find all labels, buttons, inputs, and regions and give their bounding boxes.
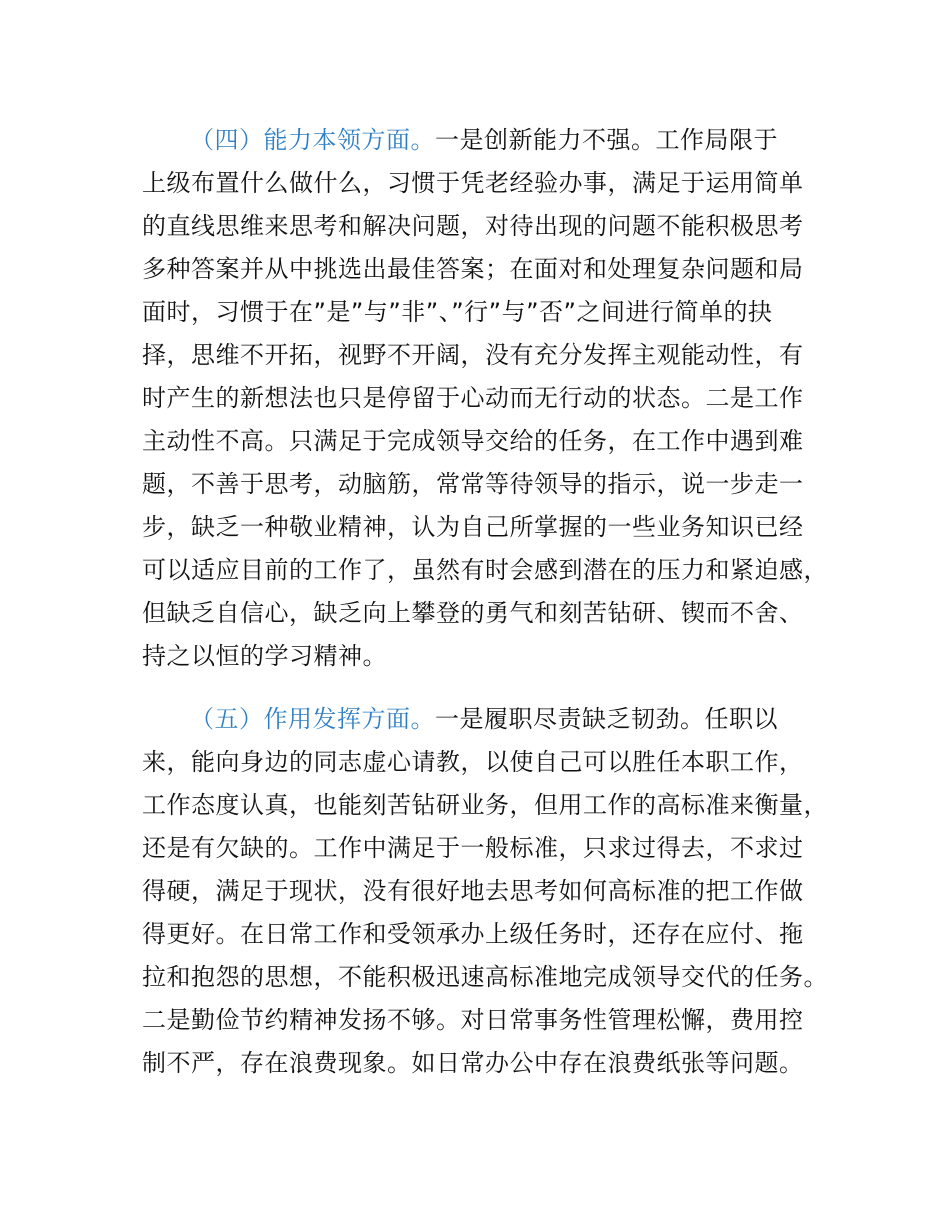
paragraph-line: 来，能向身边的同志虚心请教，以使自己可以胜任本职工作，	[142, 748, 804, 776]
paragraph-line: 但缺乏自信心，缺乏向上攀登的勇气和刻苦钻研、锲而不舍、	[142, 599, 804, 627]
paragraph-four-text: 一是创新能力不强。工作局限于	[435, 126, 778, 154]
paragraph-line: 面时，习惯于在”是”与”非”、”行”与”否”之间进行简单的抉	[142, 298, 773, 326]
paragraph-four-line-1	[190, 125, 778, 155]
paragraph-line: 题，不善于思考，动脑筋，常常等待领导的指示，说一步走一	[142, 470, 804, 498]
paragraph-line: 上级布置什么做什么，习惯于凭老经验办事，满足于运用简单	[142, 169, 804, 197]
paragraph-line: 二是勤俭节约精神发扬不够。对日常事务性管理松懈，费用控	[142, 1006, 804, 1034]
section-heading-four: （四）能力本领方面。	[190, 126, 435, 154]
paragraph-line: 持之以恒的学习精神。	[142, 642, 387, 670]
paragraph-line: 步，缺乏一种敬业精神，认为自己所掌握的一些业务知识已经	[142, 513, 804, 541]
paragraph-line: 可以适应目前的工作了，虽然有时会感到潜在的压力和紧迫感，	[142, 556, 828, 584]
paragraph-line: 多种答案并从中挑选出最佳答案；在面对和处理复杂问题和局	[142, 255, 804, 283]
paragraph-line: 主动性不高。只满足于完成领导交给的任务，在工作中遇到难	[142, 427, 804, 455]
paragraph-line: 拉和抱怨的思想，不能积极迅速高标准地完成领导交代的任务。	[142, 963, 828, 991]
paragraph-line: 制不严，存在浪费现象。如日常办公中存在浪费纸张等问题。	[142, 1049, 804, 1077]
paragraph-line: 时产生的新想法也只是停留于心动而无行动的状态。二是工作	[142, 384, 804, 412]
paragraph-line: 工作态度认真，也能刻苦钻研业务，但用工作的高标准来衡量，	[142, 791, 828, 819]
paragraph-line: 得硬，满足于现状，没有很好地去思考如何高标准的把工作做	[142, 877, 804, 905]
paragraph-line: 择，思维不开拓，视野不开阔，没有充分发挥主观能动性，有	[142, 341, 804, 369]
paragraph-five-line-1	[190, 704, 778, 734]
section-heading-five: （五）作用发挥方面。	[190, 705, 435, 733]
paragraph-line: 得更好。在日常工作和受领承办上级任务时，还存在应付、拖	[142, 920, 804, 948]
paragraph-five-text: 一是履职尽责缺乏韧劲。任职以	[435, 705, 778, 733]
paragraph-line: 还是有欠缺的。工作中满足于一般标准，只求过得去，不求过	[142, 834, 804, 862]
paragraph-line: 的直线思维来思考和解决问题，对待出现的问题不能积极思考	[142, 212, 804, 240]
